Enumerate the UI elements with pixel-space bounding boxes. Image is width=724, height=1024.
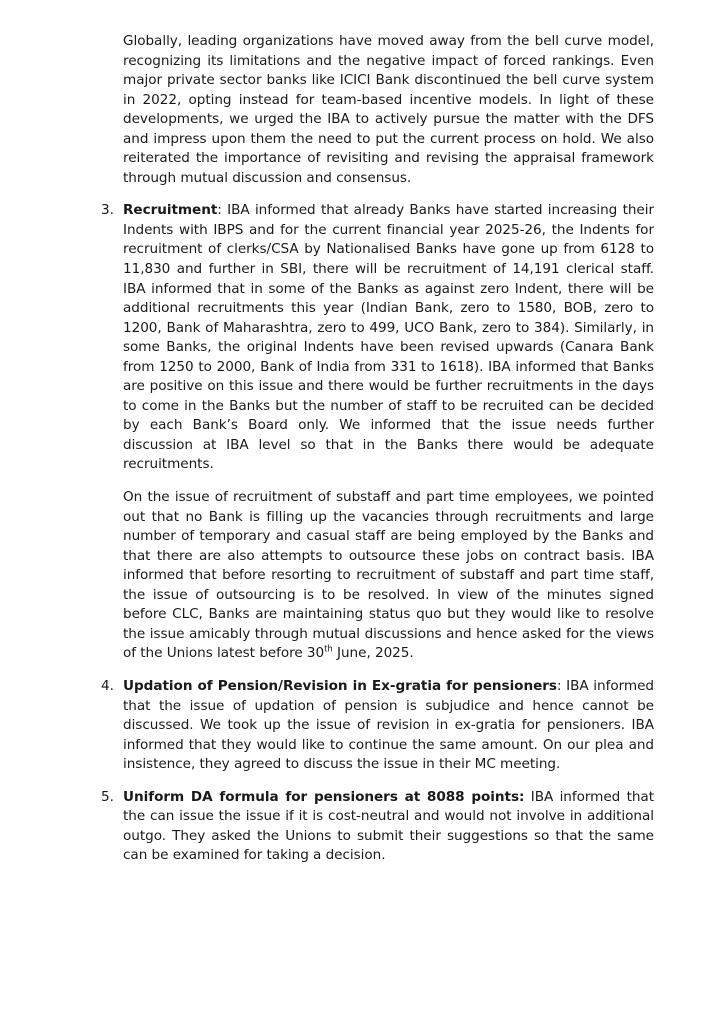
pension-paragraph [123,677,654,775]
item-heading: Uniform DA formula for pensioners at 8088 points: [123,788,525,805]
spacer [0,475,724,488]
intro-paragraph: Globally, leading organizations have moved away from the bell curve model, recognizing its limitations and the negative impact of forced rankings. Even major private sector banks like ICICI Bank discontinued the bell curve system in 2022, opting instead for team-based incentive models. In light of these developments, we urged the IBA to actively pursue the matter with the DFS and impress upon them the need to put the current process on hold. We also reiterated the importance of revisiting and revising the appraisal framework through mutual discussion and consensus. [123,33,654,186]
recruitment-paragraph [123,201,654,475]
item-heading: Recruitment [123,202,218,219]
spacer [0,775,724,788]
list-item-recruitment [0,201,724,664]
date-superscript: th [324,644,333,655]
item-text-tail: June, 2025. [332,645,414,662]
item-number: 3. [101,202,114,219]
list-item-da-formula [0,788,724,866]
document-page [0,32,724,866]
item-text: : IBA informed that already Banks have started increasing their Indents with IBPS and for the current financial year 2025-26, the Indents for recruitment of clerks/CSA by Nationalised Banks have gone up from 6128 to 11,830 and further in SBI, there will be recruitment of 14,191 clerical staff. IBA informed that in some of the Banks as against zero Indent, there will be additional recruitments this year (Indian Bank, zero to 1580, BOB, zero to 1200, Bank of Maharashtra, zero to 499, UCO Bank, zero to 384). Similarly, in some Banks, the original Indents have been revised upwards (Canara Bank from 1250 to 2000, Bank of India from 331 to 1618). IBA informed that Banks are positive on this issue and there would be further recruitments in the days to come in the Banks but the number of staff to be recruited can be decided by each Bank’s Board only. We informed that the issue needs further discussion at IBA level so that in the Banks there would be adequate recruitments. [123,202,654,473]
spacer [0,188,724,201]
item-heading: Updation of Pension/Revision in Ex-gratia for pensioners [123,677,557,694]
spacer [0,664,724,677]
item-text: On the issue of recruitment of substaff and part time employees, we pointed out that no Bank is filling up the vacancies through recruitments and large number of temporary and casual staff are being employed by the Banks and that there are also attempts to outsource these jobs on contract basis. IBA informed that before resorting to recruitment of substaff and part time staff, the issue of outsourcing is to be resolved. In view of the minutes signed before CLC, Banks are maintaining status quo but they would like to resolve the issue amicably through mutual discussions and hence asked for the views of the Unions latest before 30 [123,489,654,662]
substaff-paragraph [123,488,654,664]
item-text: IBA informed that the can issue the issue if it is cost-neutral and would not involve in additional outgo. They asked the Unions to submit their suggestions so that the same can be examined for taking a decision. [123,788,654,864]
da-formula-paragraph [123,788,654,866]
list-item-pension [0,677,724,775]
item-number: 5. [101,788,114,805]
item-number: 4. [101,677,114,694]
item-text: : IBA informed that the issue of updation of pension is subjudice and hence cannot be discussed. We took up the issue of revision in ex-gratia for pensioners. IBA informed that they would like to continue the same amount. On our plea and insistence, they agreed to discuss the issue in their MC meeting. [123,677,654,773]
